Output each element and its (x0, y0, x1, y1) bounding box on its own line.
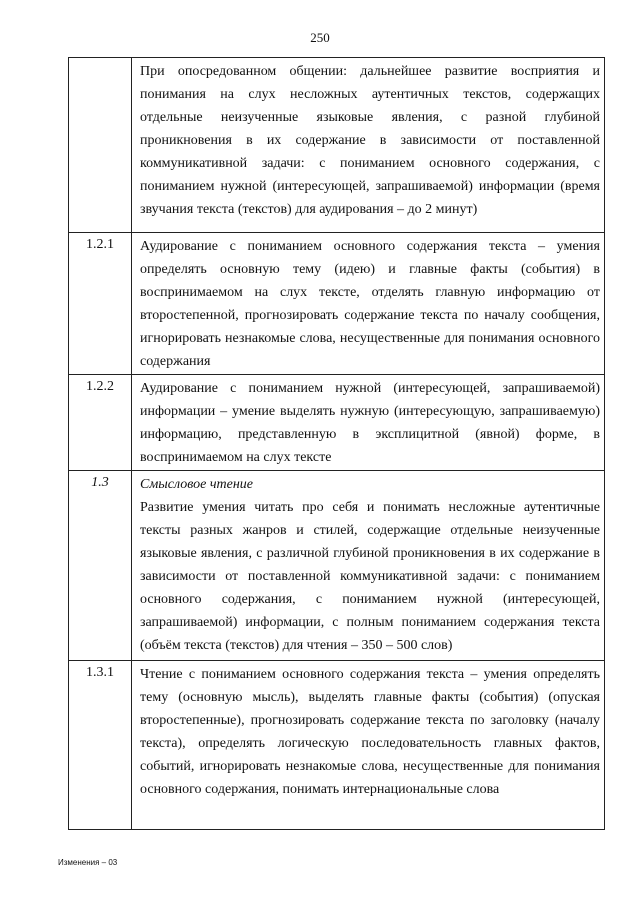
page-number: 250 (310, 30, 330, 45)
footer-note: Изменения – 03 (58, 858, 118, 867)
row-text-block (132, 471, 605, 661)
row-number: 1.2.2 (69, 375, 132, 471)
section-subheading: Смысловое чтение (140, 477, 254, 492)
table-row (69, 661, 605, 830)
row-number: 1.3.1 (69, 661, 132, 830)
row-number: 1.3 (69, 471, 132, 661)
row-text: Чтение с пониманием основного содержания текста – умения определять тему (основную мысль), выделять главные факты (события) (опуская второстепенные), прогнозировать содержание текста по заголовку (началу текста), определять логическую последовательность главных фактов, событий, игнорировать незнакомые слова, несущественные для понимания основного содержания, понимать интернациональные слова (132, 661, 605, 830)
table-row (69, 471, 605, 661)
row-number: 1.2.1 (69, 233, 132, 375)
row-text: Аудирование с пониманием основного содержания текста – умения определять основную тему (идею) и главные факты (события) в воспринимаемом на слух тексте, отделять главную информацию от второстепенной, прогнозировать содержание текста по началу сообщения, игнорировать незнакомые слова, несущественные для понимания основного содержания (132, 233, 605, 375)
content-table (68, 57, 605, 830)
table-row (69, 375, 605, 471)
row-text: Развитие умения читать про себя и понимать несложные аутентичные тексты разных жанров и стилей, содержащие отдельные неизученные языковые явления, с различной глубиной проникновения в их содержание в зависимости от поставленной коммуникативной задачи: с пониманием основного содержания, с пониманием нужной (интересующей, запрашиваемой) информации, с полным пониманием содержания текста (объём текста (текстов) для чтения – 350 – 500 слов) (140, 500, 600, 653)
row-text: Аудирование с пониманием нужной (интересующей, запрашиваемой) информации – умение выделять нужную (интересующую, запрашиваемую) информацию, представленную в эксплицитной (явной) форме, в воспринимаемом на слух тексте (132, 375, 605, 471)
row-text: При опосредованном общении: дальнейшее развитие восприятия и понимания на слух несложных аутентичных текстов, содержащих отдельные неизученные языковые явления, с разной глубиной проникновения в их содержание в зависимости от поставленной коммуникативной задачи: с пониманием основного содержания, с пониманием нужной (интересующей, запрашиваемой) информации (время звучания текста (текстов) для аудирования – до 2 минут) (132, 58, 605, 233)
row-number (69, 58, 132, 233)
table-row (69, 58, 605, 233)
table-row (69, 233, 605, 375)
